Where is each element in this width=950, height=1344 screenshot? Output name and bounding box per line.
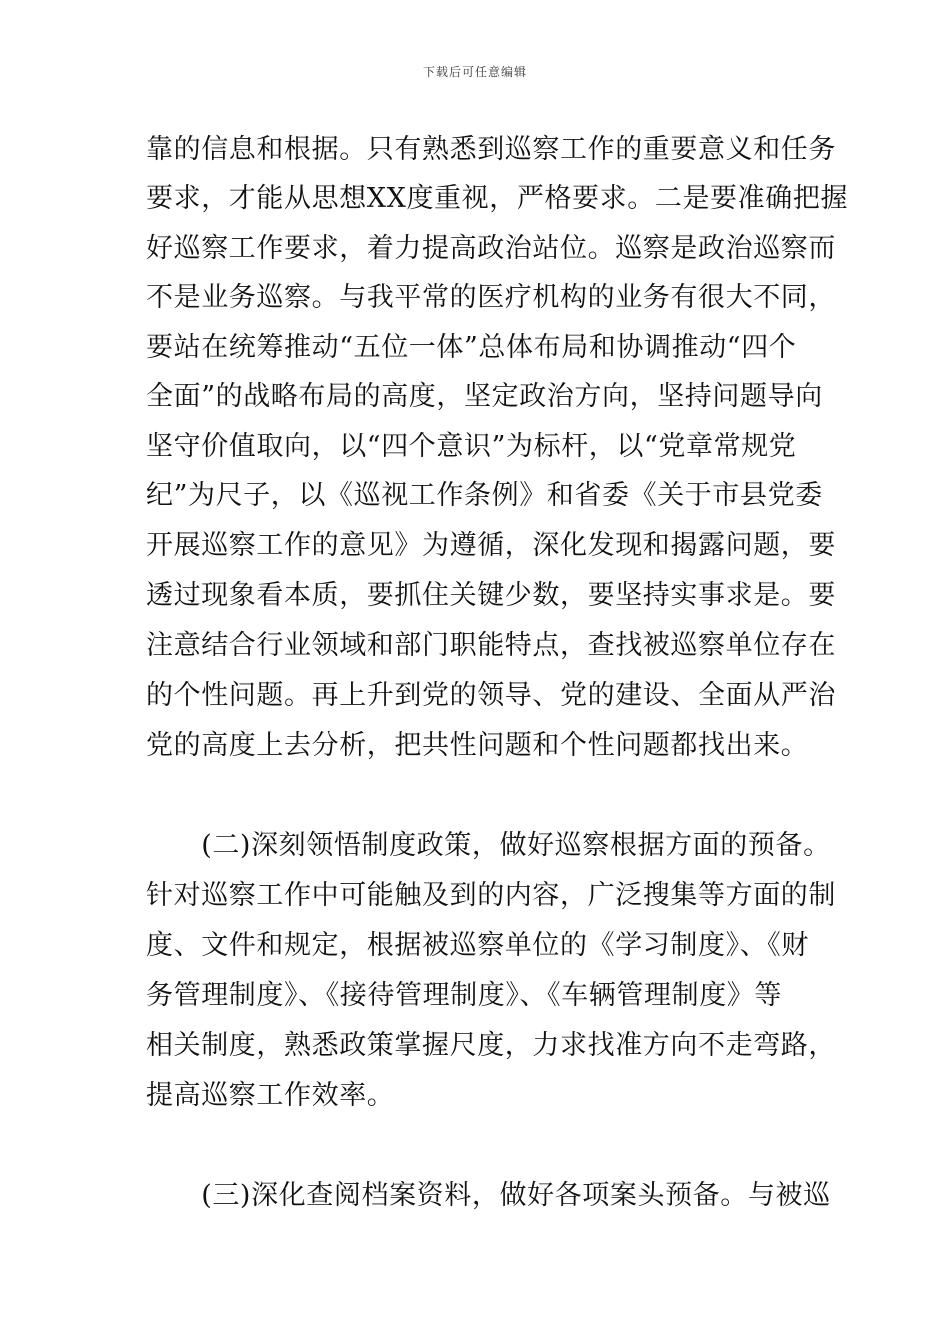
- section-heading-line: (三)深化查阅档案资料，做好各项案头预备。与被巡: [146, 1180, 831, 1211]
- text-line: 全面”的战略布局的高度，坚定政治方向，坚持问题导向: [146, 381, 823, 412]
- text-line: 纪”为尺子，以《巡视工作条例》和省委《关于市县党委: [146, 480, 823, 511]
- text-line: 不是业务巡察。与我平常的医疗机构的业务有很大不同，: [146, 282, 836, 313]
- text-line: 好巡察工作要求，着力提高政治站位。巡察是政治巡察而: [146, 233, 836, 264]
- text-line: 要求，才能从思想XX度重视，严格要求。二是要准确把握: [146, 183, 849, 214]
- text-line: 针对巡察工作中可能触及到的内容，广泛搜集等方面的制: [146, 880, 836, 911]
- text-line: 坚守价值取向，以“四个意识”为标杆，以“党章常规党: [146, 431, 797, 462]
- text-line: 注意结合行业领域和部门职能特点，查找被巡察单位存在: [146, 630, 836, 661]
- header-note: 下载后可任意编辑: [422, 65, 527, 79]
- text-line: 度、文件和规定，根据被巡察单位的《学习制度》、《财: [146, 930, 809, 961]
- text-line: 提高巡察工作效率。: [146, 1080, 395, 1111]
- text-line: 党的高度上去分析，把共性问题和个性问题都找出来。: [146, 730, 809, 761]
- text-line: 开展巡察工作的意见》为遵循，深化发现和揭露问题，要: [146, 530, 836, 561]
- text-line: 相关制度，熟悉政策掌握尺度，力求找准方向不走弯路，: [146, 1030, 836, 1061]
- section-heading-line: (二)深刻领悟制度政策，做好巡察根据方面的预备。: [146, 830, 831, 861]
- text-line: 靠的信息和根据。只有熟悉到巡察工作的重要意义和任务: [146, 134, 836, 165]
- text-line: 的个性问题。再上升到党的领导、党的建设、全面从严治: [146, 680, 836, 711]
- text-line: 要站在统筹推动“五位一体”总体布局和协调推动“四个: [146, 332, 797, 363]
- text-line: 务管理制度》、《接待管理制度》、《车辆管理制度》等: [146, 980, 782, 1011]
- text-line: 透过现象看本质，要抓住关键少数，要坚持实事求是。要: [146, 580, 836, 611]
